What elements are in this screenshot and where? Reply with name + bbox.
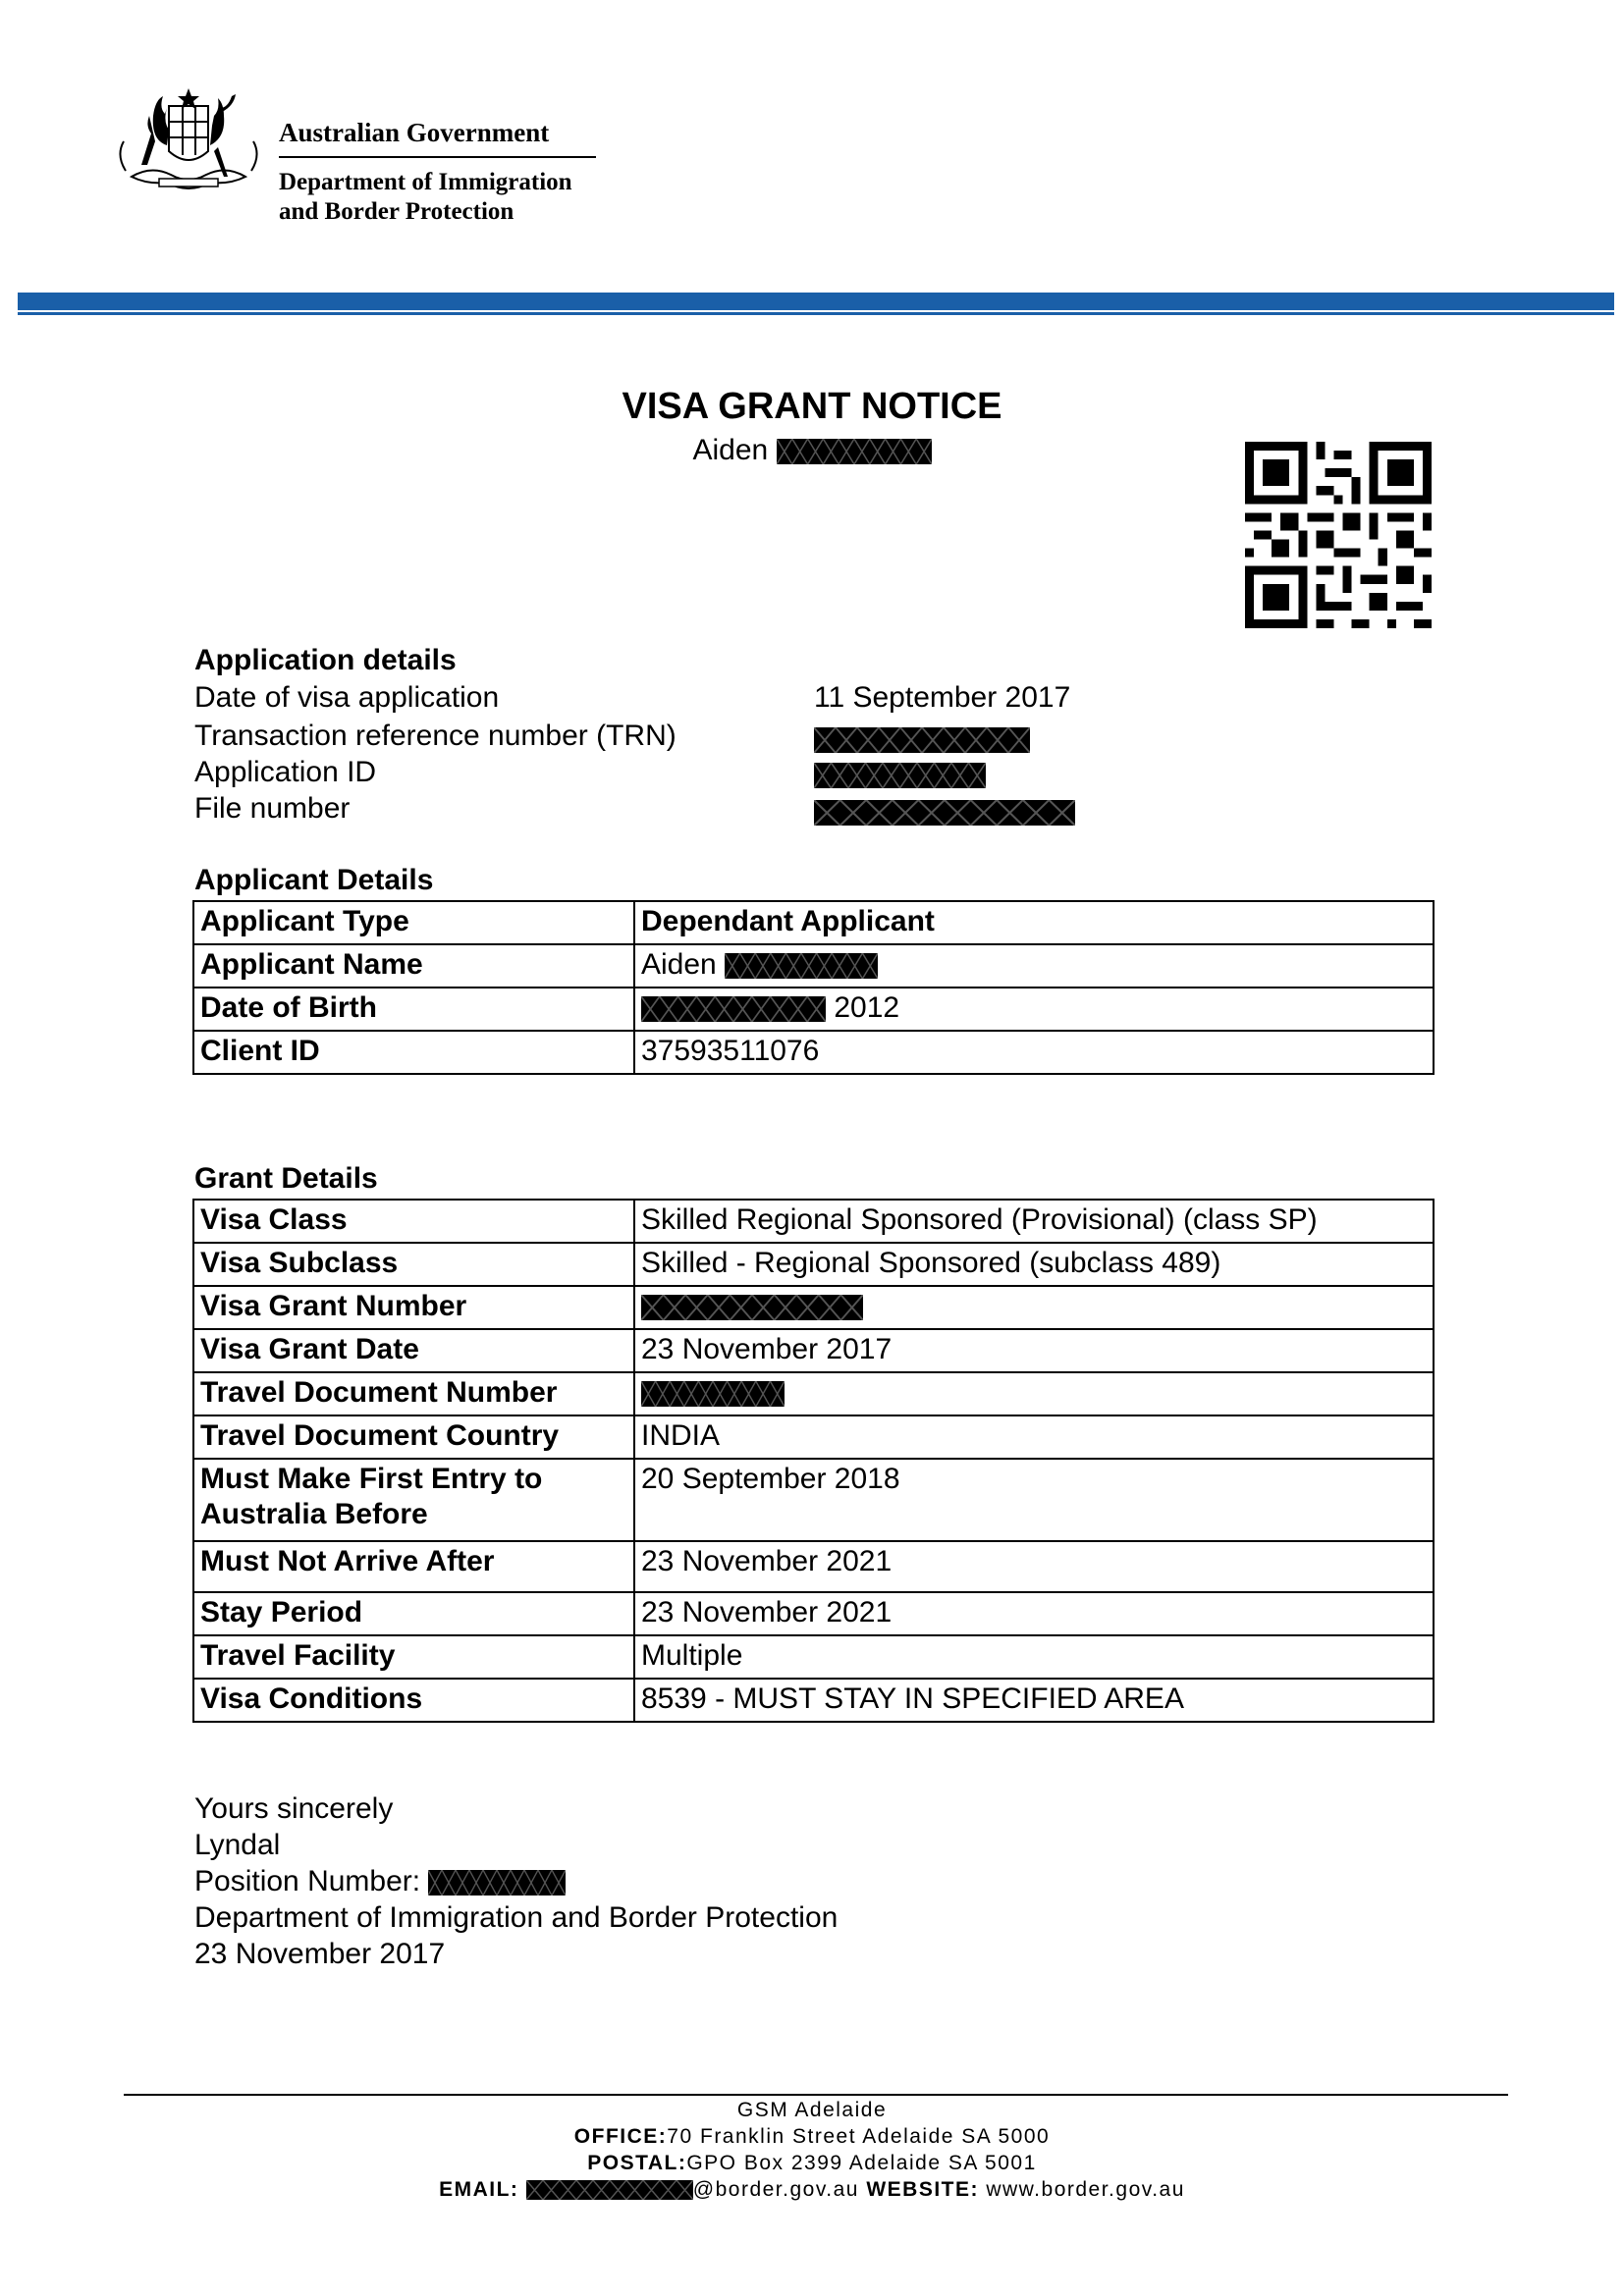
footer-office-address: 70 Franklin Street Adelaide SA 5000	[667, 2125, 1051, 2148]
signoff-department: Department of Immigration and Border Protection	[194, 1901, 839, 1934]
visa-grant-number-cell	[634, 1286, 1434, 1329]
department-name-line2: and Border Protection	[279, 198, 514, 225]
travel-facility-label: Travel Facility	[193, 1635, 634, 1679]
redacted-position-number	[428, 1870, 566, 1896]
visa-grant-date-value: 23 November 2017	[634, 1329, 1434, 1372]
stay-period-label: Stay Period	[193, 1592, 634, 1635]
redacted-file-number	[814, 800, 1075, 826]
redacted-trn	[814, 727, 1030, 753]
applicant-name-cell	[634, 944, 1434, 988]
applicant-details-heading: Applicant Details	[194, 864, 434, 896]
redacted-birth-day-month	[641, 996, 826, 1022]
visa-subclass-label: Visa Subclass	[193, 1243, 634, 1286]
footer-office-name: GSM Adelaide	[736, 2099, 888, 2121]
table-row	[193, 1459, 1434, 1541]
header-rule	[279, 156, 596, 158]
footer-postal-address: GPO Box 2399 Adelaide SA 5001	[686, 2152, 1037, 2174]
travel-facility-value: Multiple	[634, 1635, 1434, 1679]
table-row	[193, 1372, 1434, 1415]
visa-grant-date-label: Visa Grant Date	[193, 1329, 634, 1372]
position-number-label: Position Number:	[194, 1865, 421, 1897]
table-row	[193, 1679, 1434, 1722]
footer-website-link[interactable]: www.border.gov.au	[986, 2178, 1185, 2201]
footer-office-label: OFFICE:	[573, 2125, 668, 2148]
government-name: Australian Government	[279, 118, 550, 147]
position-number-line	[194, 1865, 566, 1898]
footer-contact-line	[0, 2178, 1624, 2202]
footer-office-line	[0, 2125, 1624, 2149]
date-of-birth-label: Date of Birth	[193, 988, 634, 1031]
applicant-name-label: Applicant Name	[193, 944, 634, 988]
grant-details-heading: Grant Details	[194, 1162, 378, 1195]
visa-conditions-value: 8539 - MUST STAY IN SPECIFIED AREA	[634, 1679, 1434, 1722]
travel-document-country-label: Travel Document Country	[193, 1415, 634, 1459]
signoff-date: 23 November 2017	[194, 1938, 446, 1970]
table-row	[193, 1541, 1434, 1592]
table-row	[193, 1329, 1434, 1372]
redacted-visa-grant-number	[641, 1295, 863, 1320]
application-details-heading: Application details	[194, 644, 457, 676]
applicant-first-name: Aiden	[692, 434, 769, 466]
table-row	[193, 1200, 1434, 1243]
footer-website-label: WEBSITE:	[866, 2178, 979, 2201]
signatory-name: Lyndal	[194, 1829, 281, 1861]
grant-details-table	[192, 1199, 1435, 1723]
applicant-name-value: Aiden	[641, 948, 717, 981]
applicant-type-label: Applicant Type	[193, 901, 634, 944]
table-row	[193, 1415, 1434, 1459]
closing-text: Yours sincerely	[194, 1792, 394, 1825]
table-row	[193, 1286, 1434, 1329]
page-title: VISA GRANT NOTICE	[622, 386, 1002, 427]
redacted-application-id	[814, 763, 986, 788]
visa-subclass-value: Skilled - Regional Sponsored (subclass 489)	[634, 1243, 1434, 1286]
trn-label: Transaction reference number (TRN)	[194, 720, 677, 752]
date-of-birth-year: 2012	[834, 991, 900, 1024]
visa-conditions-label: Visa Conditions	[193, 1679, 634, 1722]
footer-email-domain[interactable]: @border.gov.au	[692, 2178, 859, 2201]
application-date-value: 11 September 2017	[814, 681, 1071, 714]
must-not-arrive-after-value: 23 November 2021	[634, 1541, 1434, 1592]
table-row	[193, 901, 1434, 944]
file-number-label: File number	[194, 792, 351, 825]
visa-grant-number-label: Visa Grant Number	[193, 1286, 634, 1329]
stay-period-value: 23 November 2021	[634, 1592, 1434, 1635]
footer-email-label: EMAIL:	[439, 2178, 519, 2201]
table-row	[193, 988, 1434, 1031]
footer-postal-line	[0, 2152, 1624, 2175]
visa-class-label: Visa Class	[193, 1200, 634, 1243]
footer-rule	[124, 2094, 1508, 2096]
travel-document-country-value: INDIA	[634, 1415, 1434, 1459]
visa-class-value: Skilled Regional Sponsored (Provisional) (class SP)	[634, 1200, 1434, 1243]
table-row	[193, 1592, 1434, 1635]
first-entry-label: Must Make First Entry to Australia Before	[193, 1459, 634, 1541]
application-date-label: Date of visa application	[194, 681, 500, 714]
department-name-line1: Department of Immigration	[279, 169, 572, 195]
header-band-line	[18, 312, 1614, 315]
client-id-value: 37593511076	[634, 1031, 1434, 1074]
applicant-type-value: Dependant Applicant	[634, 901, 1434, 944]
redacted-email-user	[526, 2180, 693, 2200]
coat-of-arms-icon	[112, 86, 265, 200]
application-id-label: Application ID	[194, 756, 377, 788]
redacted-applicant-surname	[725, 953, 878, 979]
header-band	[18, 293, 1614, 310]
redacted-surname	[777, 439, 932, 464]
qr-code-icon	[1245, 442, 1432, 628]
table-row	[193, 1031, 1434, 1074]
first-entry-value: 20 September 2018	[634, 1459, 1434, 1541]
applicant-details-table	[192, 900, 1435, 1075]
table-row	[193, 1243, 1434, 1286]
date-of-birth-cell	[634, 988, 1434, 1031]
must-not-arrive-after-label: Must Not Arrive After	[193, 1541, 634, 1592]
footer-postal-label: POSTAL:	[587, 2152, 687, 2174]
table-row	[193, 1635, 1434, 1679]
table-row	[193, 944, 1434, 988]
travel-document-number-label: Travel Document Number	[193, 1372, 634, 1415]
client-id-label: Client ID	[193, 1031, 634, 1074]
travel-document-number-cell	[634, 1372, 1434, 1415]
redacted-travel-document-number	[641, 1381, 785, 1407]
